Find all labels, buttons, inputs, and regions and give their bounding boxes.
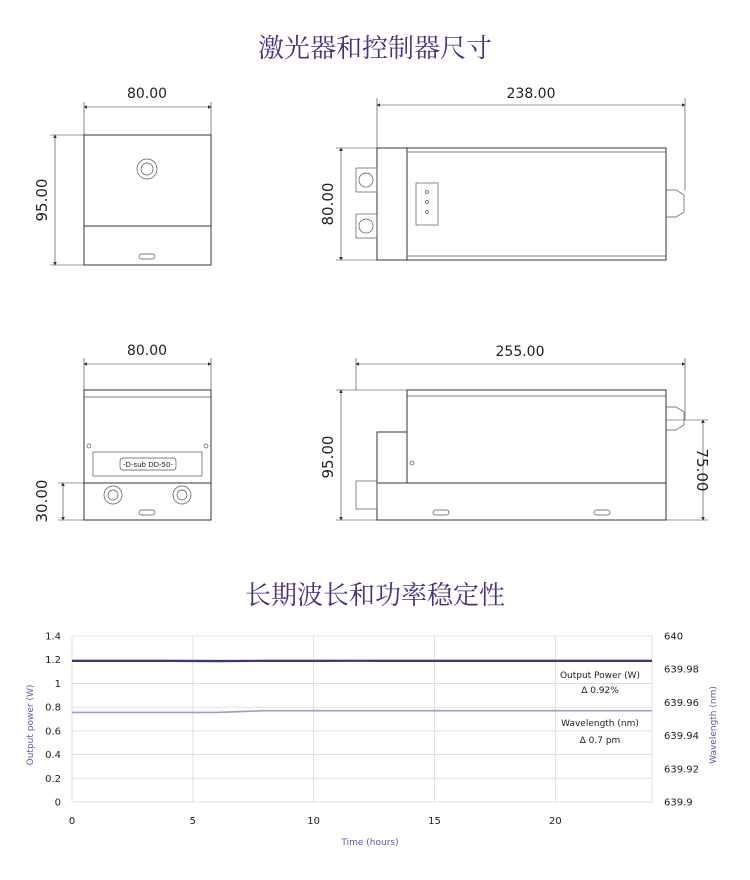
x-axis-label: Time (hours) [341, 838, 399, 848]
dim-front-height: 95.00 [33, 178, 51, 222]
y2-tick-label: 639.98 [664, 664, 699, 676]
wavelength-annotation-delta: Δ 0.7 pm [579, 736, 621, 746]
wavelength-annotation-title: Wavelength (nm) [561, 719, 639, 729]
series-line-wavelength [72, 711, 652, 713]
connector-label: -D-sub DD-50- [123, 461, 173, 469]
y2-tick-label: 639.9 [664, 797, 693, 809]
front-view-drawing [33, 86, 211, 265]
x-tick-label: 5 [189, 816, 197, 827]
stability-title: 长期波长和功率稳定性 [244, 581, 506, 611]
y-tick-label: 1 [54, 678, 61, 690]
power-annotation-delta: Δ 0.92% [581, 686, 619, 696]
y2-tick-label: 639.92 [664, 764, 699, 776]
dim-side-height: 80.00 [319, 182, 337, 226]
x-tick-label: 10 [307, 816, 321, 827]
dim-rear-width: 80.00 [126, 343, 168, 359]
y-tick-label: 0.6 [45, 726, 61, 738]
y-tick-label: 0.4 [45, 750, 61, 762]
y-tick-label: 0 [54, 797, 61, 809]
power-annotation-title: Output Power (W) [559, 671, 641, 681]
dim-front-width: 80.00 [126, 86, 168, 102]
y-tick-label: 0.2 [45, 773, 61, 785]
rear-view-drawing [33, 343, 211, 522]
y-tick-label: 1.2 [45, 655, 61, 667]
y2-tick-label: 639.94 [664, 731, 699, 743]
x-tick-label: 20 [548, 816, 562, 827]
y2-tick-label: 640 [664, 631, 684, 643]
stability-chart [26, 632, 719, 849]
x-tick-label: 15 [428, 816, 441, 827]
side-view-drawing [319, 86, 685, 260]
dim-side2-height: 95.00 [319, 435, 337, 479]
y-tick-label: 0.8 [45, 702, 61, 714]
dim-side-length: 238.00 [506, 86, 556, 102]
dim-side2-length: 255.00 [495, 344, 545, 360]
y2-tick-label: 639.96 [664, 697, 699, 709]
dim-rear-height: 30.00 [33, 479, 51, 523]
dimensions-title: 激光器和控制器尺寸 [257, 34, 493, 64]
y-tick-label: 1.4 [45, 631, 61, 643]
y2-axis-label: Wavelength (nm) [709, 686, 719, 764]
side-view-2-drawing [319, 344, 711, 520]
x-tick-label: 0 [68, 816, 76, 827]
y-axis-label: Output power (W) [26, 684, 36, 766]
chart-series [72, 661, 652, 713]
dim-side2-inner-height: 75.00 [693, 448, 711, 492]
